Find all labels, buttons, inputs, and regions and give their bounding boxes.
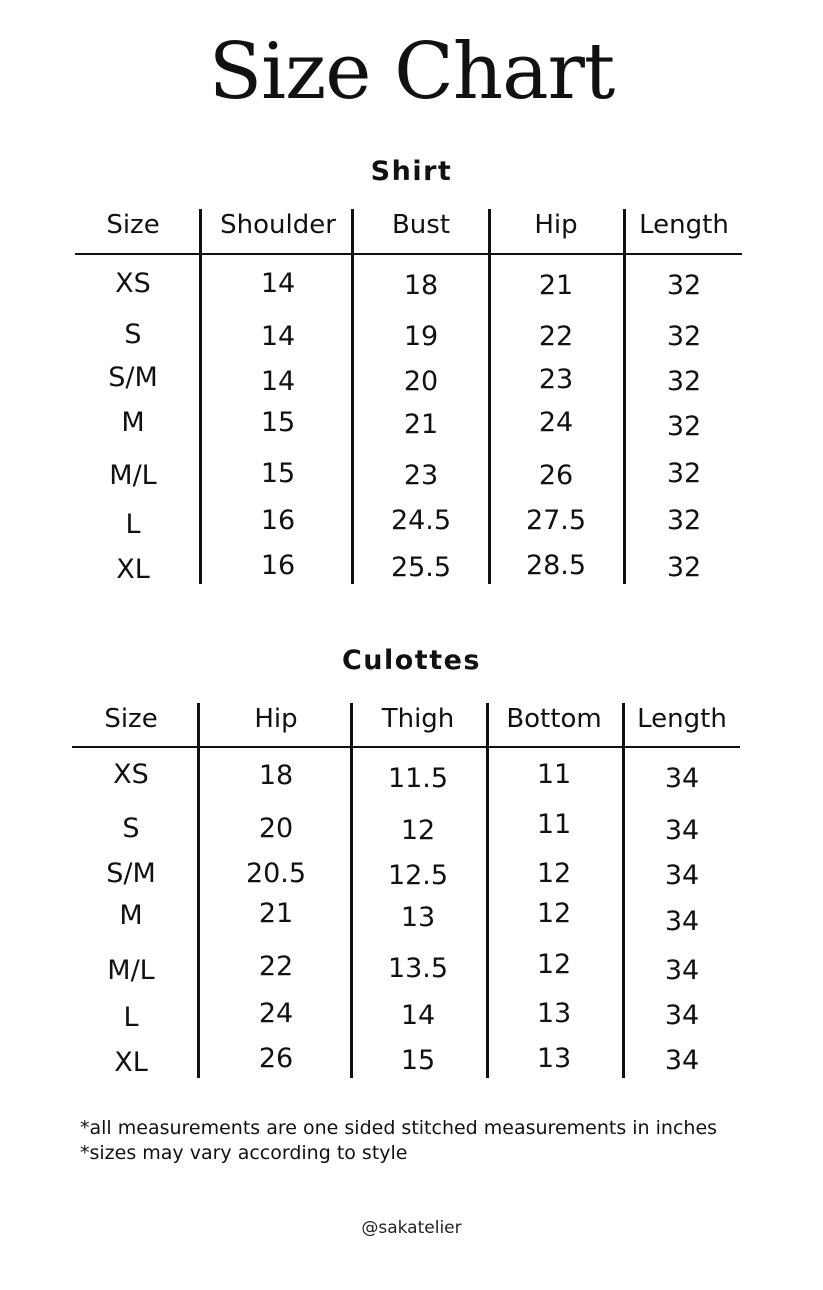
measurement-cell: 11 bbox=[536, 809, 572, 840]
measurement-cell: 26 bbox=[538, 460, 574, 491]
measurement-cell: 15 bbox=[400, 1045, 436, 1076]
measurement-cell: 32 bbox=[666, 458, 702, 489]
header-rule bbox=[75, 253, 742, 255]
page-title: Size Chart bbox=[208, 27, 615, 117]
size-label-cell: XS bbox=[113, 759, 149, 790]
size-label-cell: L bbox=[123, 1002, 139, 1033]
measurement-cell: 34 bbox=[664, 1000, 700, 1031]
measurement-cell: 14 bbox=[400, 1000, 436, 1031]
size-label-cell: L bbox=[125, 509, 141, 540]
measurement-cell: 32 bbox=[666, 505, 702, 536]
size-label-cell: S bbox=[124, 319, 142, 350]
measurement-cell: 26 bbox=[258, 1043, 294, 1074]
measurement-cell: 16 bbox=[260, 505, 296, 536]
column-header: Thigh bbox=[381, 704, 455, 734]
column-header: Bottom bbox=[506, 704, 602, 734]
measurement-cell: 32 bbox=[666, 552, 702, 583]
measurement-cell: 24 bbox=[538, 407, 574, 438]
measurement-cell: 15 bbox=[260, 458, 296, 489]
style-note: *sizes may vary according to style bbox=[80, 1142, 408, 1164]
column-header: Size bbox=[104, 704, 158, 734]
column-header: Length bbox=[639, 210, 729, 240]
measurement-cell: 34 bbox=[664, 815, 700, 846]
column-header: Length bbox=[637, 704, 727, 734]
column-header: Shoulder bbox=[220, 210, 336, 240]
measurement-cell: 24.5 bbox=[390, 505, 452, 536]
size-label-cell: XL bbox=[116, 554, 150, 585]
measurement-cell: 32 bbox=[666, 411, 702, 442]
column-header: Hip bbox=[254, 704, 298, 734]
measurement-cell: 12 bbox=[536, 898, 572, 929]
measurement-cell: 13 bbox=[400, 902, 436, 933]
measurement-cell: 20.5 bbox=[245, 858, 307, 889]
measurement-cell: 21 bbox=[258, 898, 294, 929]
measurement-cell: 28.5 bbox=[525, 550, 587, 581]
measurement-cell: 13 bbox=[536, 1043, 572, 1074]
measurement-cell: 18 bbox=[403, 270, 439, 301]
measurement-cell: 32 bbox=[666, 321, 702, 352]
measurement-cell: 34 bbox=[664, 1045, 700, 1076]
column-header: Size bbox=[106, 210, 160, 240]
measurement-cell: 18 bbox=[258, 760, 294, 791]
size-label-cell: M bbox=[119, 900, 143, 931]
measurement-cell: 34 bbox=[664, 763, 700, 794]
measurement-cell: 12 bbox=[400, 815, 436, 846]
header-rule bbox=[72, 746, 740, 748]
measurement-cell: 20 bbox=[258, 813, 294, 844]
size-label-cell: XS bbox=[115, 268, 151, 299]
social-handle: @sakatelier bbox=[361, 1218, 462, 1238]
size-label-cell: S bbox=[122, 813, 140, 844]
measurement-cell: 34 bbox=[664, 955, 700, 986]
measurement-cell: 32 bbox=[666, 366, 702, 397]
measurement-cell: 21 bbox=[538, 270, 574, 301]
size-label-cell: M/L bbox=[109, 460, 157, 491]
culottes-table-title: Culottes bbox=[341, 645, 482, 676]
measurement-cell: 23 bbox=[403, 460, 439, 491]
measurement-cell: 11.5 bbox=[387, 763, 449, 794]
size-label-cell: S/M bbox=[106, 858, 156, 889]
measurement-cell: 20 bbox=[403, 366, 439, 397]
measurement-cell: 12 bbox=[536, 949, 572, 980]
measurement-cell: 21 bbox=[403, 409, 439, 440]
size-label-cell: S/M bbox=[108, 362, 158, 393]
measurement-cell: 24 bbox=[258, 998, 294, 1029]
measurement-cell: 11 bbox=[536, 759, 572, 790]
measurement-cell: 23 bbox=[538, 364, 574, 395]
measurement-cell: 22 bbox=[538, 321, 574, 352]
measurement-cell: 15 bbox=[260, 407, 296, 438]
measurement-cell: 14 bbox=[260, 268, 296, 299]
measurement-cell: 25.5 bbox=[390, 552, 452, 583]
column-header: Hip bbox=[534, 210, 578, 240]
size-label-cell: M bbox=[121, 407, 145, 438]
shirt-table-title: Shirt bbox=[370, 156, 453, 187]
measurement-note: *all measurements are one sided stitched measurements in inches bbox=[80, 1117, 718, 1139]
size-label-cell: XL bbox=[114, 1047, 148, 1078]
measurement-cell: 13 bbox=[536, 998, 572, 1029]
measurement-cell: 12 bbox=[536, 858, 572, 889]
measurement-cell: 34 bbox=[664, 906, 700, 937]
measurement-cell: 16 bbox=[260, 550, 296, 581]
measurement-cell: 12.5 bbox=[387, 860, 449, 891]
measurement-cell: 32 bbox=[666, 270, 702, 301]
measurement-cell: 13.5 bbox=[387, 953, 449, 984]
measurement-cell: 22 bbox=[258, 951, 294, 982]
size-label-cell: M/L bbox=[107, 955, 155, 986]
column-header: Bust bbox=[391, 210, 451, 240]
measurement-cell: 14 bbox=[260, 321, 296, 352]
measurement-cell: 27.5 bbox=[525, 505, 587, 536]
measurement-cell: 19 bbox=[403, 321, 439, 352]
measurement-cell: 34 bbox=[664, 860, 700, 891]
measurement-cell: 14 bbox=[260, 366, 296, 397]
